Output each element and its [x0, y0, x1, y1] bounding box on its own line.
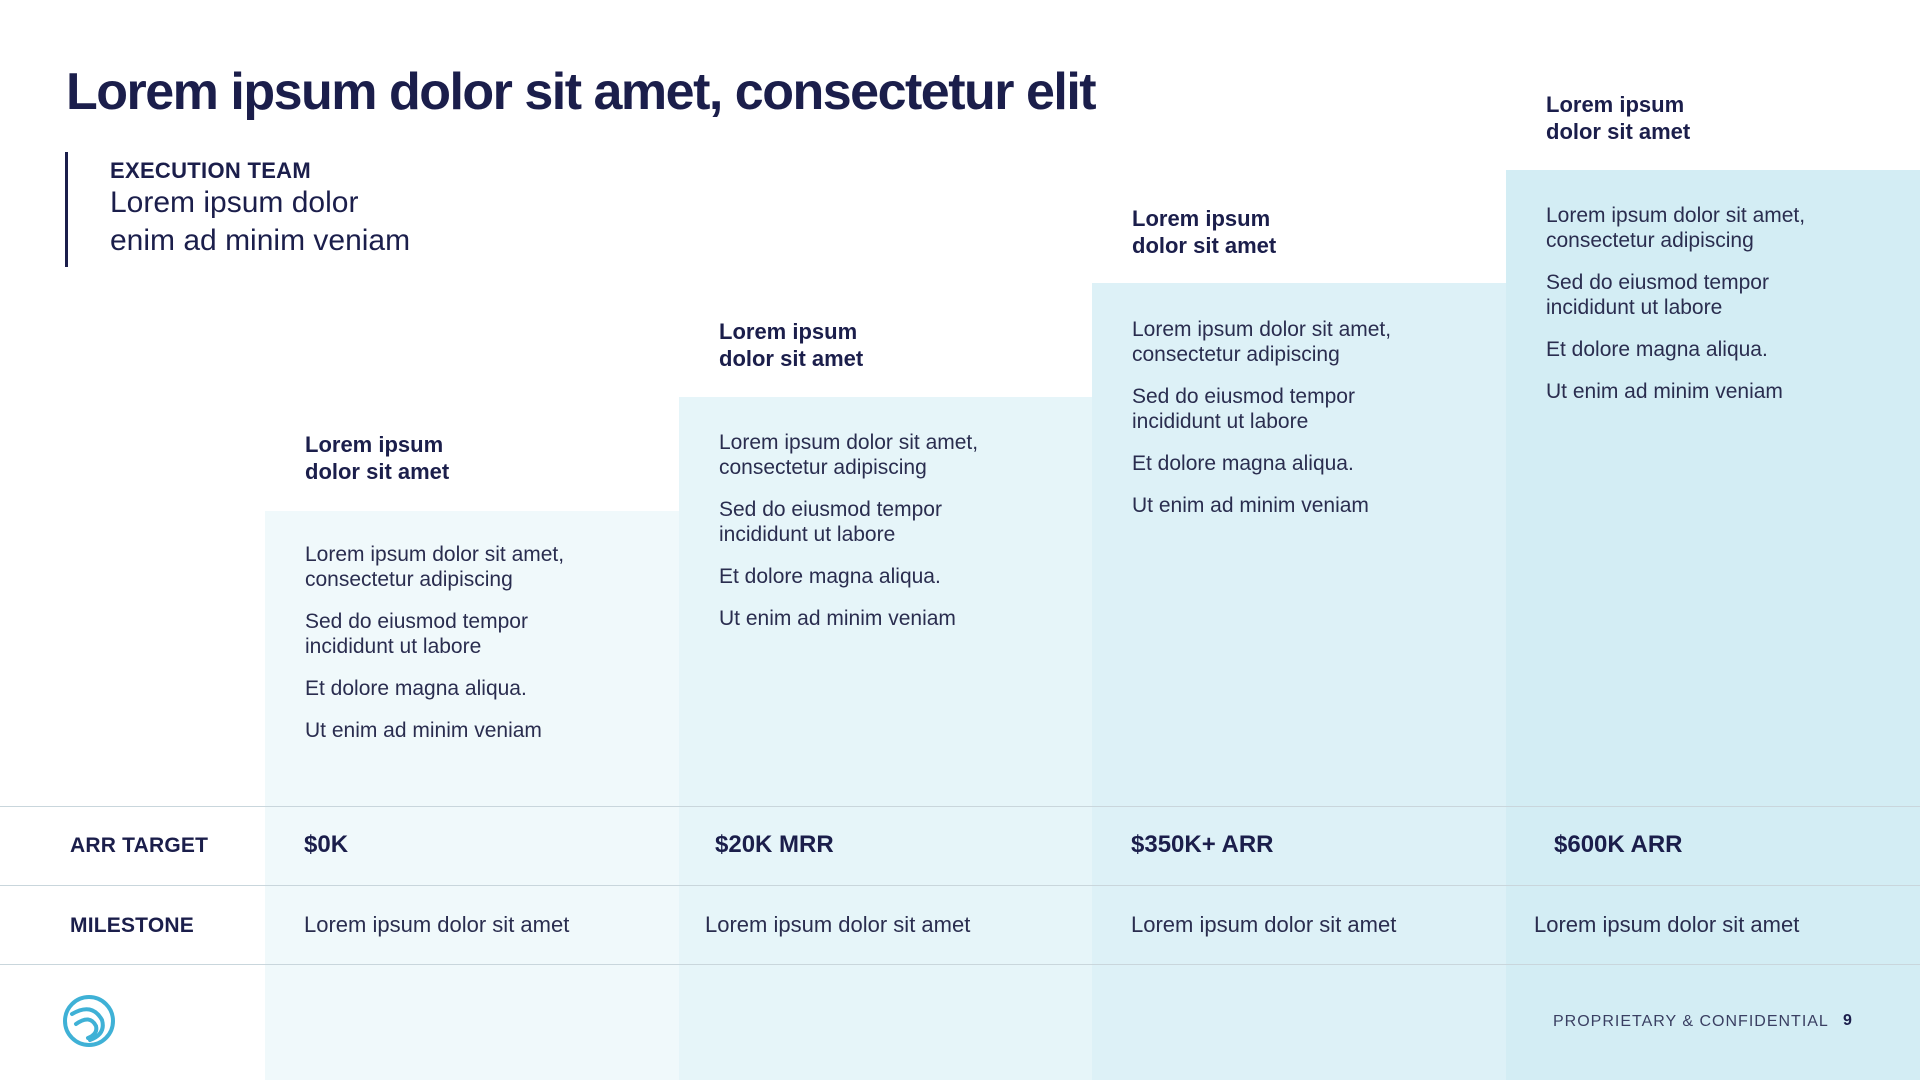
bullet-item: Et dolore magna aliqua.	[1546, 338, 1768, 361]
bullet-item: Lorem ipsum dolor sit amet, consectetur adipiscing	[719, 431, 979, 479]
bullet-item: Sed do eiusmod tempor incididunt ut labore	[305, 610, 528, 658]
brand-swirl-logo-icon	[62, 994, 116, 1048]
slide-title: Lorem ipsum dolor sit amet, consectetur elit	[66, 63, 1096, 121]
bullet-item: Sed do eiusmod tempor incididunt ut labore	[1132, 385, 1355, 433]
arr-target-label: ARR TARGET	[70, 834, 209, 857]
bullet-item: Et dolore magna aliqua.	[719, 565, 941, 588]
row-divider-top	[0, 806, 1920, 807]
stage-column-2-bullets	[719, 430, 1079, 648]
arr-target-value-2: $20K MRR	[715, 831, 834, 858]
bullet-item: Et dolore magna aliqua.	[1132, 452, 1354, 475]
execution-team-line-1: Lorem ipsum dolor	[110, 186, 359, 219]
milestone-value-4: Lorem ipsum dolor sit amet	[1534, 912, 1800, 937]
bullet-item: Ut enim ad minim veniam	[719, 607, 956, 630]
bullet-item: Lorem ipsum dolor sit amet, consectetur adipiscing	[1132, 318, 1392, 366]
bullet-item: Lorem ipsum dolor sit amet, consectetur adipiscing	[305, 543, 565, 591]
stage-column-4-heading: Lorem ipsum dolor sit amet	[1546, 92, 1691, 144]
stage-column-3-heading: Lorem ipsum dolor sit amet	[1132, 206, 1277, 258]
milestone-value-3: Lorem ipsum dolor sit amet	[1131, 912, 1397, 937]
row-divider-bottom	[0, 964, 1920, 965]
bullet-item: Ut enim ad minim veniam	[1546, 380, 1783, 403]
bullet-item: Ut enim ad minim veniam	[1132, 494, 1369, 517]
bullet-item: Et dolore magna aliqua.	[305, 677, 527, 700]
milestone-label: MILESTONE	[70, 914, 194, 937]
row-divider-middle	[0, 885, 1920, 886]
bullet-item: Ut enim ad minim veniam	[305, 719, 542, 742]
stage-column-2-heading: Lorem ipsum dolor sit amet	[719, 319, 864, 371]
bullet-item: Lorem ipsum dolor sit amet, consectetur adipiscing	[1546, 204, 1806, 252]
milestone-value-2: Lorem ipsum dolor sit amet	[705, 912, 971, 937]
milestone-value-1: Lorem ipsum dolor sit amet	[304, 912, 570, 937]
stage-column-4-bullets	[1546, 203, 1906, 421]
page-number: 9	[1843, 1012, 1852, 1029]
arr-target-value-3: $350K+ ARR	[1131, 831, 1274, 858]
arr-target-value-1: $0K	[304, 831, 349, 858]
stage-column-3-bullets	[1132, 317, 1492, 535]
arr-target-value-4: $600K ARR	[1554, 831, 1683, 858]
stage-column-1-bullets	[305, 542, 665, 760]
bullet-item: Sed do eiusmod tempor incididunt ut labore	[719, 498, 942, 546]
execution-team-line-2: enim ad minim veniam	[110, 224, 411, 257]
stage-column-1-heading: Lorem ipsum dolor sit amet	[305, 432, 450, 484]
bullet-item: Sed do eiusmod tempor incididunt ut labore	[1546, 271, 1769, 319]
confidential-notice: PROPRIETARY & CONFIDENTIAL	[1553, 1013, 1829, 1030]
execution-team-label: EXECUTION TEAM	[110, 158, 311, 183]
